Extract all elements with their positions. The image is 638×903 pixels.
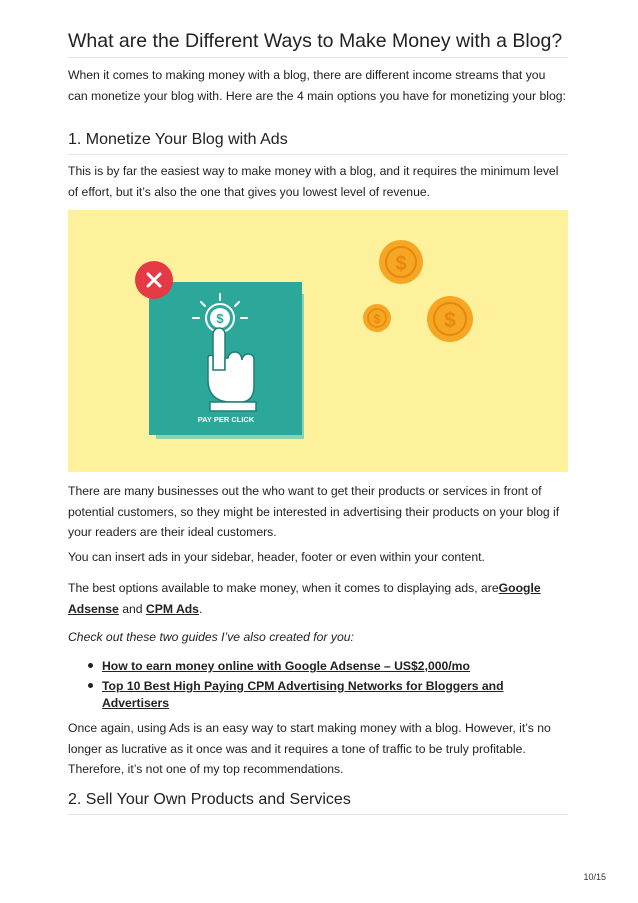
list-item	[68, 658, 568, 675]
title-divider	[68, 57, 568, 58]
page-title: What are the Different Ways to Make Money with a Blog?	[68, 30, 563, 52]
section2-divider	[68, 814, 568, 815]
period-text: .	[198, 601, 203, 616]
guides-list	[68, 658, 568, 715]
target-dollar-sign: $	[216, 311, 224, 326]
google-adsense-link[interactable]: Google Adsense	[68, 581, 541, 616]
coin-large-symbol: $	[395, 253, 407, 275]
section1-divider	[68, 154, 568, 155]
section1-paragraph-4	[68, 578, 568, 619]
section1-paragraph-3: You can insert ads in your sidebar, header, footer or even within your content.	[68, 550, 485, 564]
guides-intro: Check out these two guides I’ve also created for you:	[68, 630, 354, 644]
ads-options-text: The best options available to make money, when it comes to displaying ads, are	[68, 581, 499, 595]
pay-per-click-illustration	[68, 210, 568, 472]
coin-medium-symbol: $	[444, 309, 456, 332]
cpm-ads-link[interactable]: CPM Ads	[145, 601, 199, 616]
list-item	[68, 678, 568, 712]
section1-paragraph-5: Once again, using Ads is an easy way to start making money with a blog. However, it’s no longer as lucrative as it once was and it requires a tone of traffic to be truly profitable. Therefore, it’s not one of my top recommendations.	[68, 721, 551, 776]
and-text: and	[118, 601, 146, 616]
pay-per-click-label: PAY PER CLICK	[197, 415, 255, 424]
adsense-guide-link[interactable]: How to earn money online with Google Adsense – US$2,000/mo	[102, 659, 470, 673]
section1-heading: 1. Monetize Your Blog with Ads	[68, 131, 288, 148]
intro-paragraph: When it comes to making money with a blog, there are different income streams that you can monetize your blog with. Here are the 4 main options you have for monetizing your blog:	[68, 68, 566, 103]
section2-heading: 2. Sell Your Own Products and Services	[68, 791, 351, 808]
section1-paragraph-2: There are many businesses out the who want to get their products or services in front of potential customers, so they might be interested in advertising their products on your blog if your readers are their ideal customers.	[68, 484, 560, 539]
cpm-networks-guide-link[interactable]: Top 10 Best High Paying CPM Advertising Networks for Bloggers and Advertisers	[102, 679, 504, 710]
section1-paragraph-1: This is by far the easiest way to make money with a blog, and it requires the minimum level of effort, but it’s also the one that gives you lowest level of revenue.	[68, 164, 559, 199]
close-icon	[135, 261, 173, 299]
page-number: 10/15	[583, 872, 606, 882]
illustration-svg	[68, 210, 568, 472]
coin-small-symbol: $	[373, 312, 381, 326]
